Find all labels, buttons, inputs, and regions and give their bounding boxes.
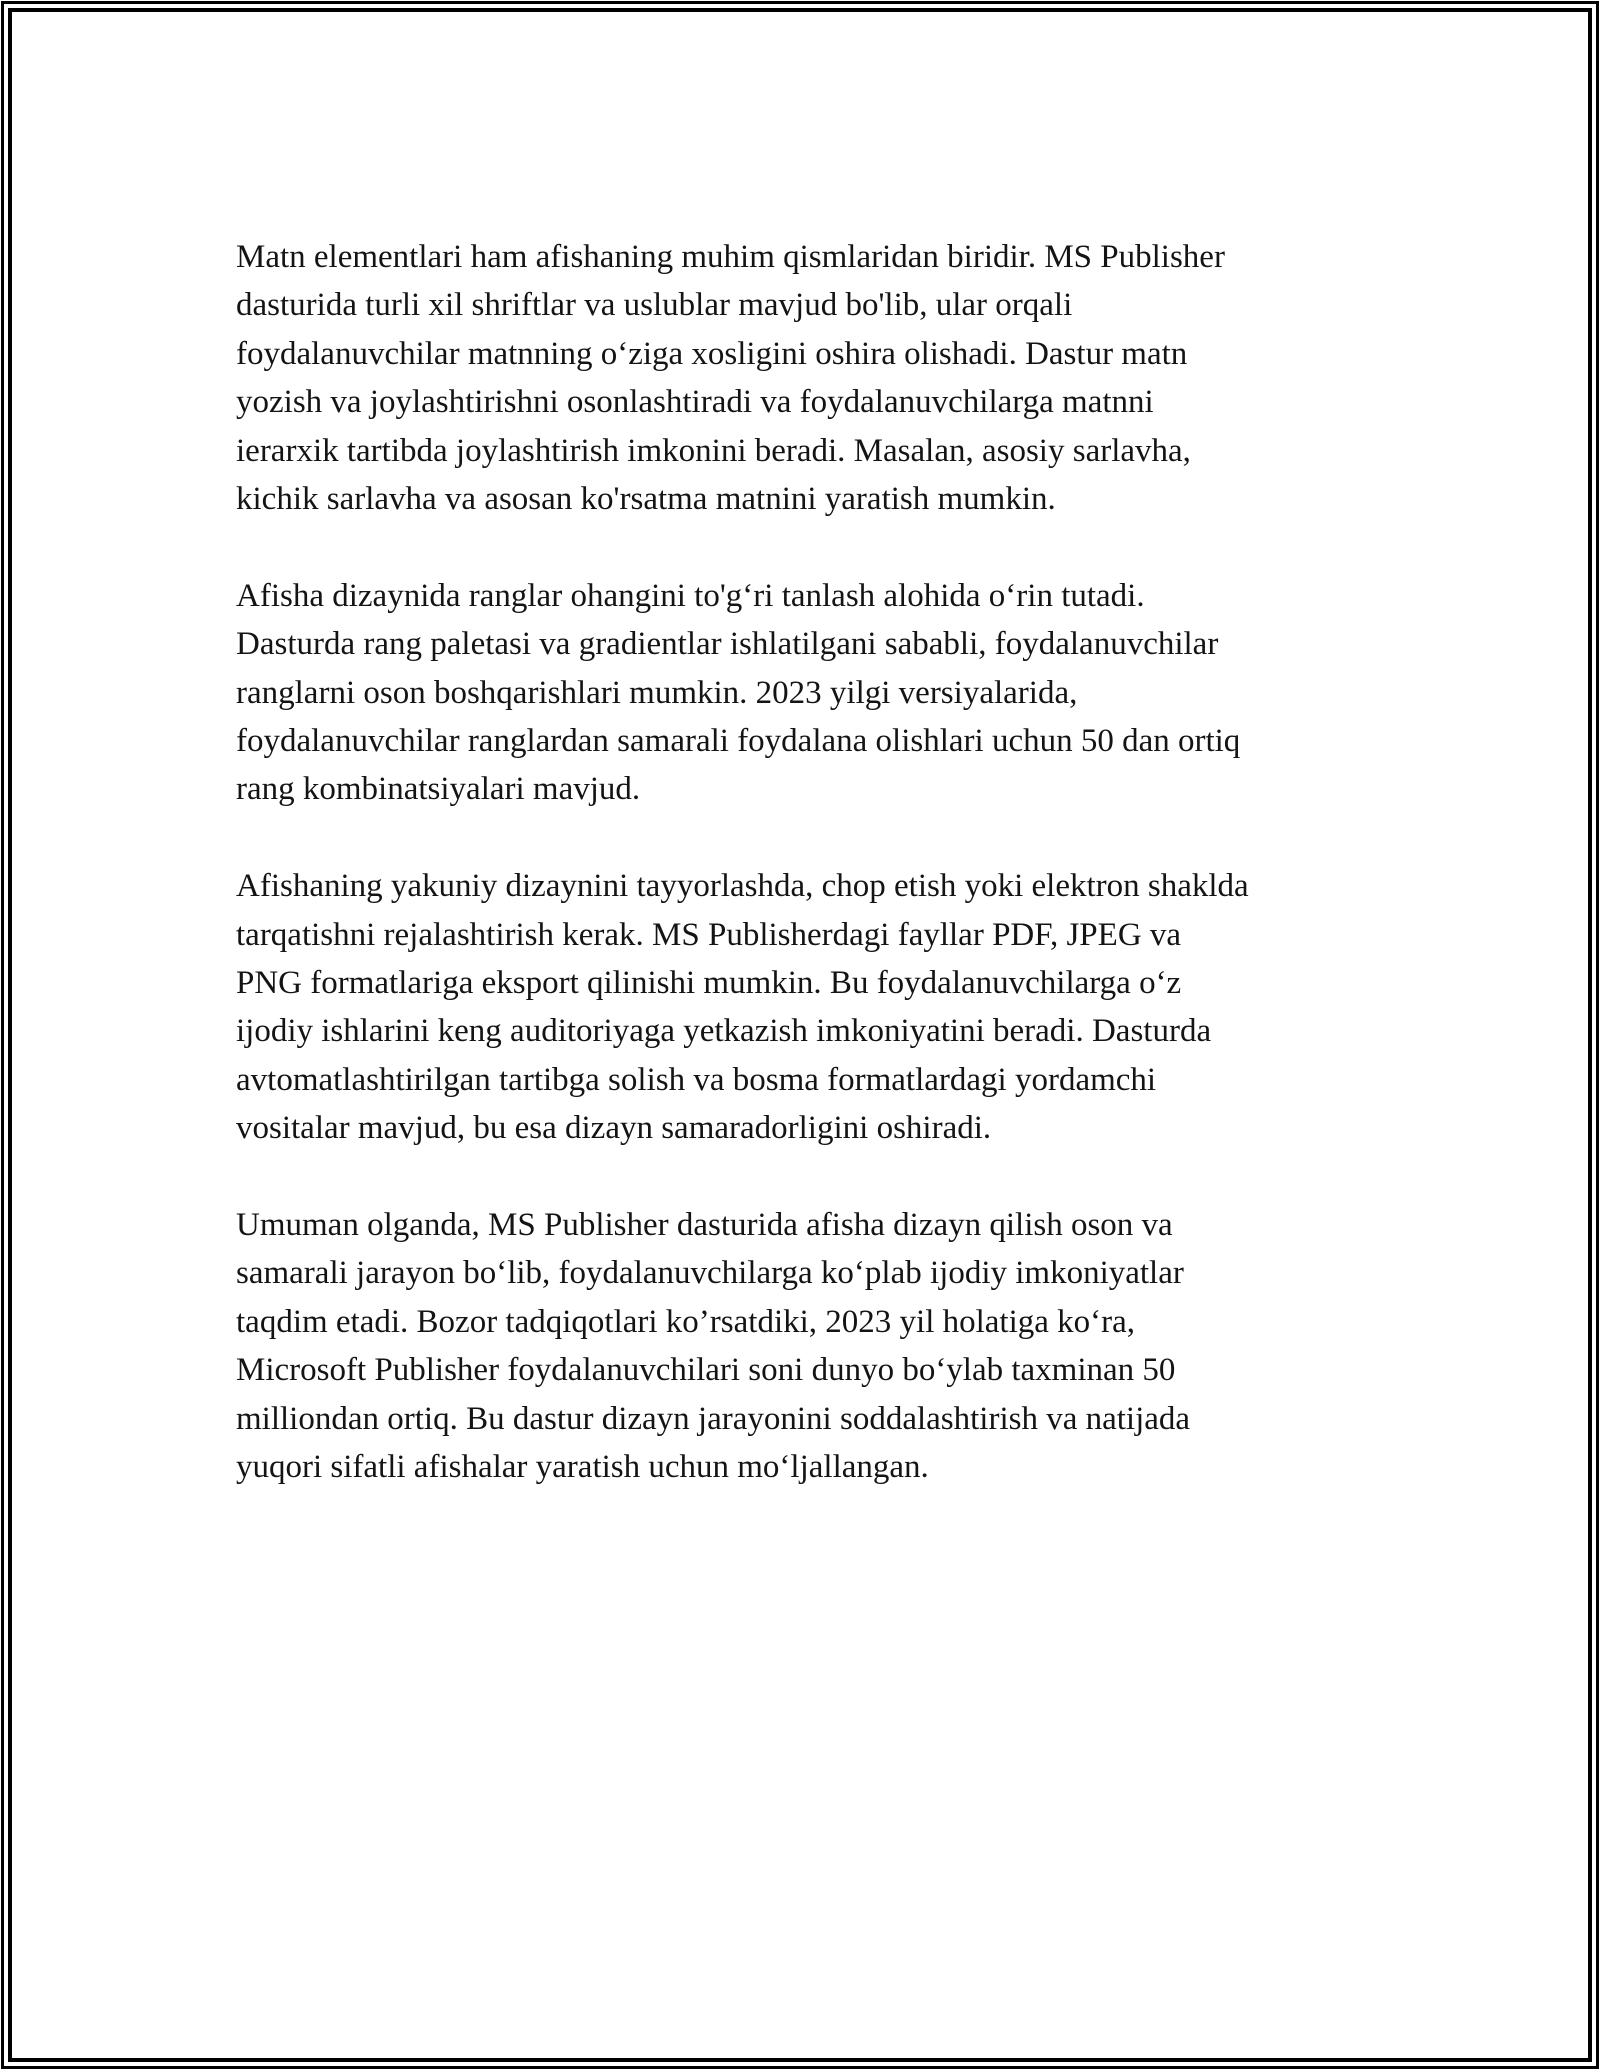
text-line: tarqatishni rejalashtirish kerak. MS Publisherdagi fayllar PDF, JPEG va <box>236 916 1182 953</box>
text-line: yuqori sifatli afishalar yaratish uchun moʻljallangan. <box>236 1449 929 1486</box>
paragraph <box>236 233 1396 523</box>
text-line: taqdim etadi. Bozor tadqiqotlari ko’rsatdiki, 2023 yil holatiga koʻra, <box>236 1303 1136 1340</box>
text-line: Matn elementlari ham afishaning muhim qismlaridan biridir. MS Publisher <box>236 239 1225 275</box>
text-line: yozish va joylashtirishni osonlashtiradi va foydalanuvchilarga matnni <box>236 384 1154 421</box>
text-line: vositalar mavjud, bu esa dizayn samaradorligini oshiradi. <box>236 1110 992 1147</box>
text-line: ijodiy ishlarini keng auditoriyaga yetkazish imkoniyatini beradi. Dasturda <box>236 1013 1212 1050</box>
text-line: ranglarni oson boshqarishlari mumkin. 2023 yilgi versiyalarida, <box>236 674 1078 711</box>
text-line: rang kombinatsiyalari mavjud. <box>236 771 641 808</box>
document-text <box>236 233 1396 1492</box>
text-line: foydalanuvchilar matnning oʻziga xosligini oshira olishadi. Dastur matn <box>236 335 1188 372</box>
text-line: Afishaning yakuniy dizaynini tayyorlashda, chop etish yoki elektron shaklda <box>236 868 1249 905</box>
text-line: milliondan ortiq. Bu dastur dizayn jarayonini soddalashtirish va natijada <box>236 1400 1191 1437</box>
paragraph <box>236 572 1396 814</box>
text-line: Dasturda rang paletasi va gradientlar ishlatilgani sababli, foydalanuvchilar <box>236 626 1219 663</box>
text-line: foydalanuvchilar ranglardan samarali foydalana olishlari uchun 50 dan ortiq <box>236 723 1241 760</box>
text-line: avtomatlashtirilgan tartibga solish va bosma formatlardagi yordamchi <box>236 1061 1157 1098</box>
paragraph <box>236 1201 1396 1491</box>
text-line: ierarxik tartibda joylashtirish imkonini beradi. Masalan, asosiy sarlavha, <box>236 432 1191 469</box>
text-line: Umuman olganda, MS Publisher dasturida afisha dizayn qilish oson va <box>236 1207 1173 1244</box>
text-line: PNG formatlariga eksport qilinishi mumkin. Bu foydalanuvchilarga oʻz <box>236 965 1182 1002</box>
text-line: dasturida turli xil shriftlar va uslublar mavjud bo'lib, ular orqali <box>236 287 1073 324</box>
text-line: kichik sarlavha va asosan ko'rsatma matnini yaratish mumkin. <box>236 481 1056 518</box>
paragraph <box>236 862 1396 1152</box>
text-line: samarali jarayon boʻlib, foydalanuvchilarga koʻplab ijodiy imkoniyatlar <box>236 1255 1184 1292</box>
text-line: Afisha dizaynida ranglar ohangini to'gʻri tanlash alohida oʻrin tutadi. <box>236 577 1145 614</box>
text-line: Microsoft Publisher foydalanuvchilari soni dunyo boʻylab taxminan 50 <box>236 1352 1176 1389</box>
